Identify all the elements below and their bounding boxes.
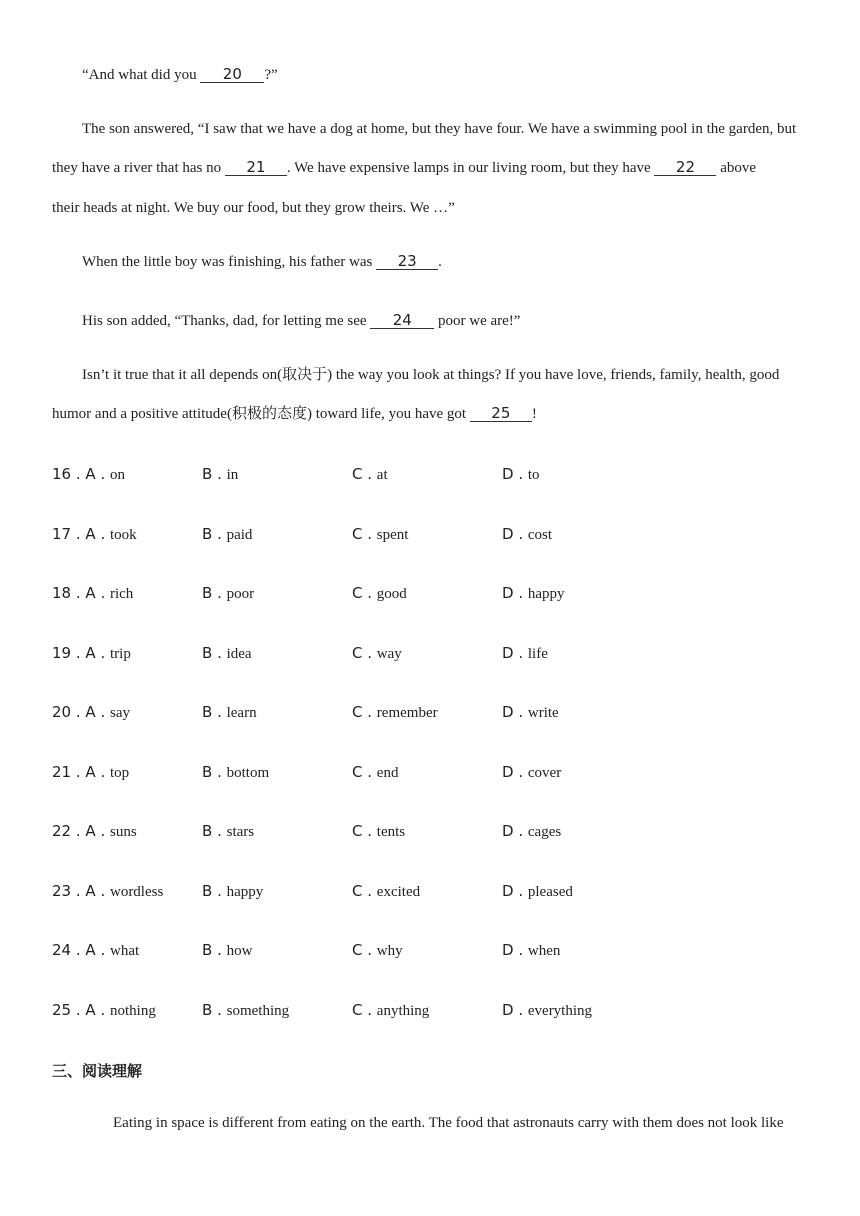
separator: . [71,941,86,959]
option-d[interactable] [502,821,561,842]
option-text: excited [376,883,421,900]
option-letter: D [502,941,514,959]
separator: . [71,643,86,662]
option-text: to [527,467,540,483]
option-b[interactable] [202,524,252,545]
separator: . [362,643,377,662]
option-text: happy [226,883,264,900]
option-letter: B [202,822,213,840]
option-letter: D [502,584,514,602]
option-letter: B [202,762,213,781]
option-b[interactable] [202,881,263,902]
option-b[interactable] [202,762,269,783]
option-text: took [109,526,137,543]
option-text: cover [527,764,562,781]
option-text: nothing [109,1002,156,1019]
question-row [52,762,812,782]
separator: . [513,822,528,840]
option-letter: A [85,881,96,900]
option-text: end [376,764,399,781]
option-text: paid [226,526,253,543]
question-row [52,702,812,722]
passage-line: The son answered, “I saw that we have a dog at home, but they have four. We have a swimming pool in the garden, but [82,121,797,137]
option-text: cost [527,526,553,543]
option-text: on [109,467,125,483]
option-c[interactable] [352,524,408,545]
question-number: 22 [52,822,72,840]
separator: . [362,762,377,781]
passage-text: above [716,160,757,176]
option-text: life [527,645,548,662]
option-letter: C [352,1000,363,1019]
option-c[interactable] [352,583,407,604]
separator: . [71,762,86,781]
separator: . [95,524,110,543]
option-b[interactable] [202,821,254,842]
option-c[interactable] [352,940,403,961]
answer-blank-25: 25 [470,405,532,422]
question-row [52,821,812,841]
separator: . [95,643,110,662]
option-text: suns [109,824,137,840]
option-letter: B [202,1000,213,1019]
option-letter: D [502,524,514,543]
option-a[interactable] [52,940,139,961]
option-c[interactable] [352,762,398,783]
passage-line [82,65,278,85]
question-row [52,643,812,663]
passage-text: . We have expensive lamps in our living room, but they have [286,160,655,176]
question-number: 18 [52,584,72,602]
separator: . [513,762,528,781]
question-row [52,940,812,960]
option-text: what [109,943,140,959]
separator: . [362,822,377,840]
separator: . [513,881,528,900]
option-text: write [527,705,559,721]
option-d[interactable] [502,881,573,902]
option-text: remember [376,705,438,721]
option-b[interactable] [202,643,252,664]
separator: . [212,703,227,721]
option-letter: D [502,881,514,900]
separator: . [212,465,227,483]
separator: . [513,703,528,721]
option-d[interactable] [502,643,548,664]
option-c[interactable] [352,702,438,723]
option-a[interactable] [52,821,137,842]
option-letter: C [352,584,363,602]
reading-line: Eating in space is different from eating on the earth. The food that astronauts carry with them does not look like [113,1115,784,1131]
separator: . [362,524,377,543]
option-letter: A [85,584,96,602]
question-row [52,881,812,901]
passage-line [52,158,756,178]
passage-text: . [438,254,442,270]
option-text: in [226,467,239,483]
option-d[interactable] [502,702,559,723]
question-number: 16 [52,465,72,483]
separator: . [362,584,377,602]
passage-text: ?” [264,67,278,83]
option-d[interactable] [502,464,540,485]
option-b[interactable] [202,1000,289,1021]
option-letter: D [502,465,514,483]
question-row [52,524,812,544]
option-letter: B [202,643,213,662]
answer-blank-23: 23 [376,253,438,270]
answer-blank-20: 20 [200,66,264,83]
question-row [52,1000,812,1020]
option-letter: C [352,822,363,840]
option-c[interactable] [352,464,388,485]
separator: . [95,703,110,721]
option-letter: B [202,881,213,900]
separator: . [513,643,528,662]
question-number: 20 [52,703,72,721]
answer-blank-22: 22 [654,159,716,176]
option-text: everything [527,1002,593,1019]
option-text: how [226,943,253,959]
passage-line: Isn’t it true that it all depends on(取决于) the way you look at things? If you have love, friends, family, health, good [82,367,780,383]
separator: . [95,822,110,840]
option-text: wordless [109,883,164,900]
option-text: learn [226,705,257,721]
option-b[interactable] [202,464,238,485]
answer-blank-21: 21 [225,159,287,176]
option-letter: B [202,703,213,721]
option-text: say [109,705,130,721]
separator: . [362,881,377,900]
option-text: way [376,645,402,662]
separator: . [71,1000,86,1019]
option-letter: C [352,465,363,483]
option-letter: C [352,703,363,721]
separator: . [71,584,86,602]
passage-line: their heads at night. We buy our food, but they grow theirs. We …” [52,200,455,216]
question-number: 23 [52,881,72,900]
option-text: good [376,586,407,602]
option-text: bottom [226,764,270,781]
option-a[interactable] [52,583,133,604]
separator: . [71,703,86,721]
option-letter: C [352,881,363,900]
separator: . [95,762,110,781]
separator: . [95,465,110,483]
question-number: 21 [52,762,72,781]
option-d[interactable] [502,583,565,604]
answer-blank-24: 24 [370,312,434,329]
option-text: tents [376,824,406,840]
separator: . [71,881,86,900]
option-d[interactable] [502,1000,592,1021]
option-letter: D [502,1000,514,1019]
separator: . [212,524,227,543]
separator: . [362,703,377,721]
option-text: stars [226,824,255,840]
option-letter: D [502,822,514,840]
option-text: trip [109,645,131,662]
separator: . [362,465,377,483]
passage-text: humor and a positive attitude(积极的态度) toward life, you have got [52,406,470,422]
option-letter: D [502,703,514,721]
option-text: when [527,943,561,959]
option-text: why [376,943,403,959]
option-a[interactable] [52,762,129,783]
question-number: 25 [52,1000,72,1019]
option-d[interactable] [502,940,560,961]
separator: . [212,822,227,840]
option-b[interactable] [202,940,252,961]
separator: . [513,584,528,602]
separator: . [513,465,528,483]
option-text: pleased [527,883,573,900]
separator: . [212,643,227,662]
option-letter: A [85,762,96,781]
passage-text: “And what did you [82,67,201,83]
passage-line [82,252,442,272]
option-letter: A [85,941,96,959]
separator: . [362,1000,377,1019]
separator: . [212,762,227,781]
passage-line [82,311,520,331]
option-text: cages [527,824,562,840]
option-letter: A [85,643,96,662]
option-letter: D [502,643,514,662]
passage-text: When the little boy was finishing, his father was [82,254,377,270]
option-letter: A [85,822,96,840]
question-number: 19 [52,643,72,662]
option-b[interactable] [202,583,254,604]
option-letter: C [352,643,363,662]
question-row [52,464,812,484]
question-number: 17 [52,524,72,543]
separator: . [71,822,86,840]
option-text: at [376,467,388,483]
separator: . [95,881,110,900]
option-letter: C [352,941,363,959]
separator: . [71,465,86,483]
option-letter: A [85,524,96,543]
separator: . [95,941,110,959]
separator: . [95,584,110,602]
passage-text: His son added, “Thanks, dad, for letting me see [82,313,371,329]
separator: . [212,941,227,959]
option-a[interactable] [52,702,130,723]
option-a[interactable] [52,1000,156,1021]
separator: . [513,941,528,959]
option-text: top [109,764,130,781]
option-letter: B [202,584,213,602]
option-text: happy [527,586,565,602]
passage-text: poor we are!” [434,313,521,329]
option-a[interactable] [52,524,137,545]
option-letter: C [352,762,363,781]
separator: . [212,1000,227,1019]
option-letter: D [502,762,514,781]
separator: . [362,941,377,959]
option-c[interactable] [352,1000,429,1021]
option-letter: A [85,1000,96,1019]
separator: . [513,524,528,543]
option-letter: B [202,524,213,543]
passage-text: ! [531,406,537,422]
option-text: idea [226,645,252,662]
option-d[interactable] [502,524,552,545]
option-a[interactable] [52,881,163,902]
option-text: anything [376,1002,430,1019]
option-a[interactable] [52,464,125,485]
option-c[interactable] [352,881,420,902]
option-d[interactable] [502,762,561,783]
separator: . [513,1000,528,1019]
question-number: 24 [52,941,72,959]
separator: . [71,524,86,543]
question-row [52,583,812,603]
option-letter: B [202,465,213,483]
separator: . [212,584,227,602]
option-b[interactable] [202,702,257,723]
separator: . [95,1000,110,1019]
option-text: something [226,1002,290,1019]
option-letter: B [202,941,213,959]
option-text: spent [376,526,409,543]
option-letter: A [85,465,96,483]
option-text: poor [226,586,255,602]
option-c[interactable] [352,821,405,842]
section-title: 三、阅读理解 [52,1062,143,1080]
passage-text: they have a river that has no [52,160,225,176]
separator: . [212,881,227,900]
option-c[interactable] [352,643,402,664]
option-text: rich [109,586,134,602]
option-a[interactable] [52,643,131,664]
option-letter: A [85,703,96,721]
option-letter: C [352,524,363,543]
passage-line [52,404,537,424]
